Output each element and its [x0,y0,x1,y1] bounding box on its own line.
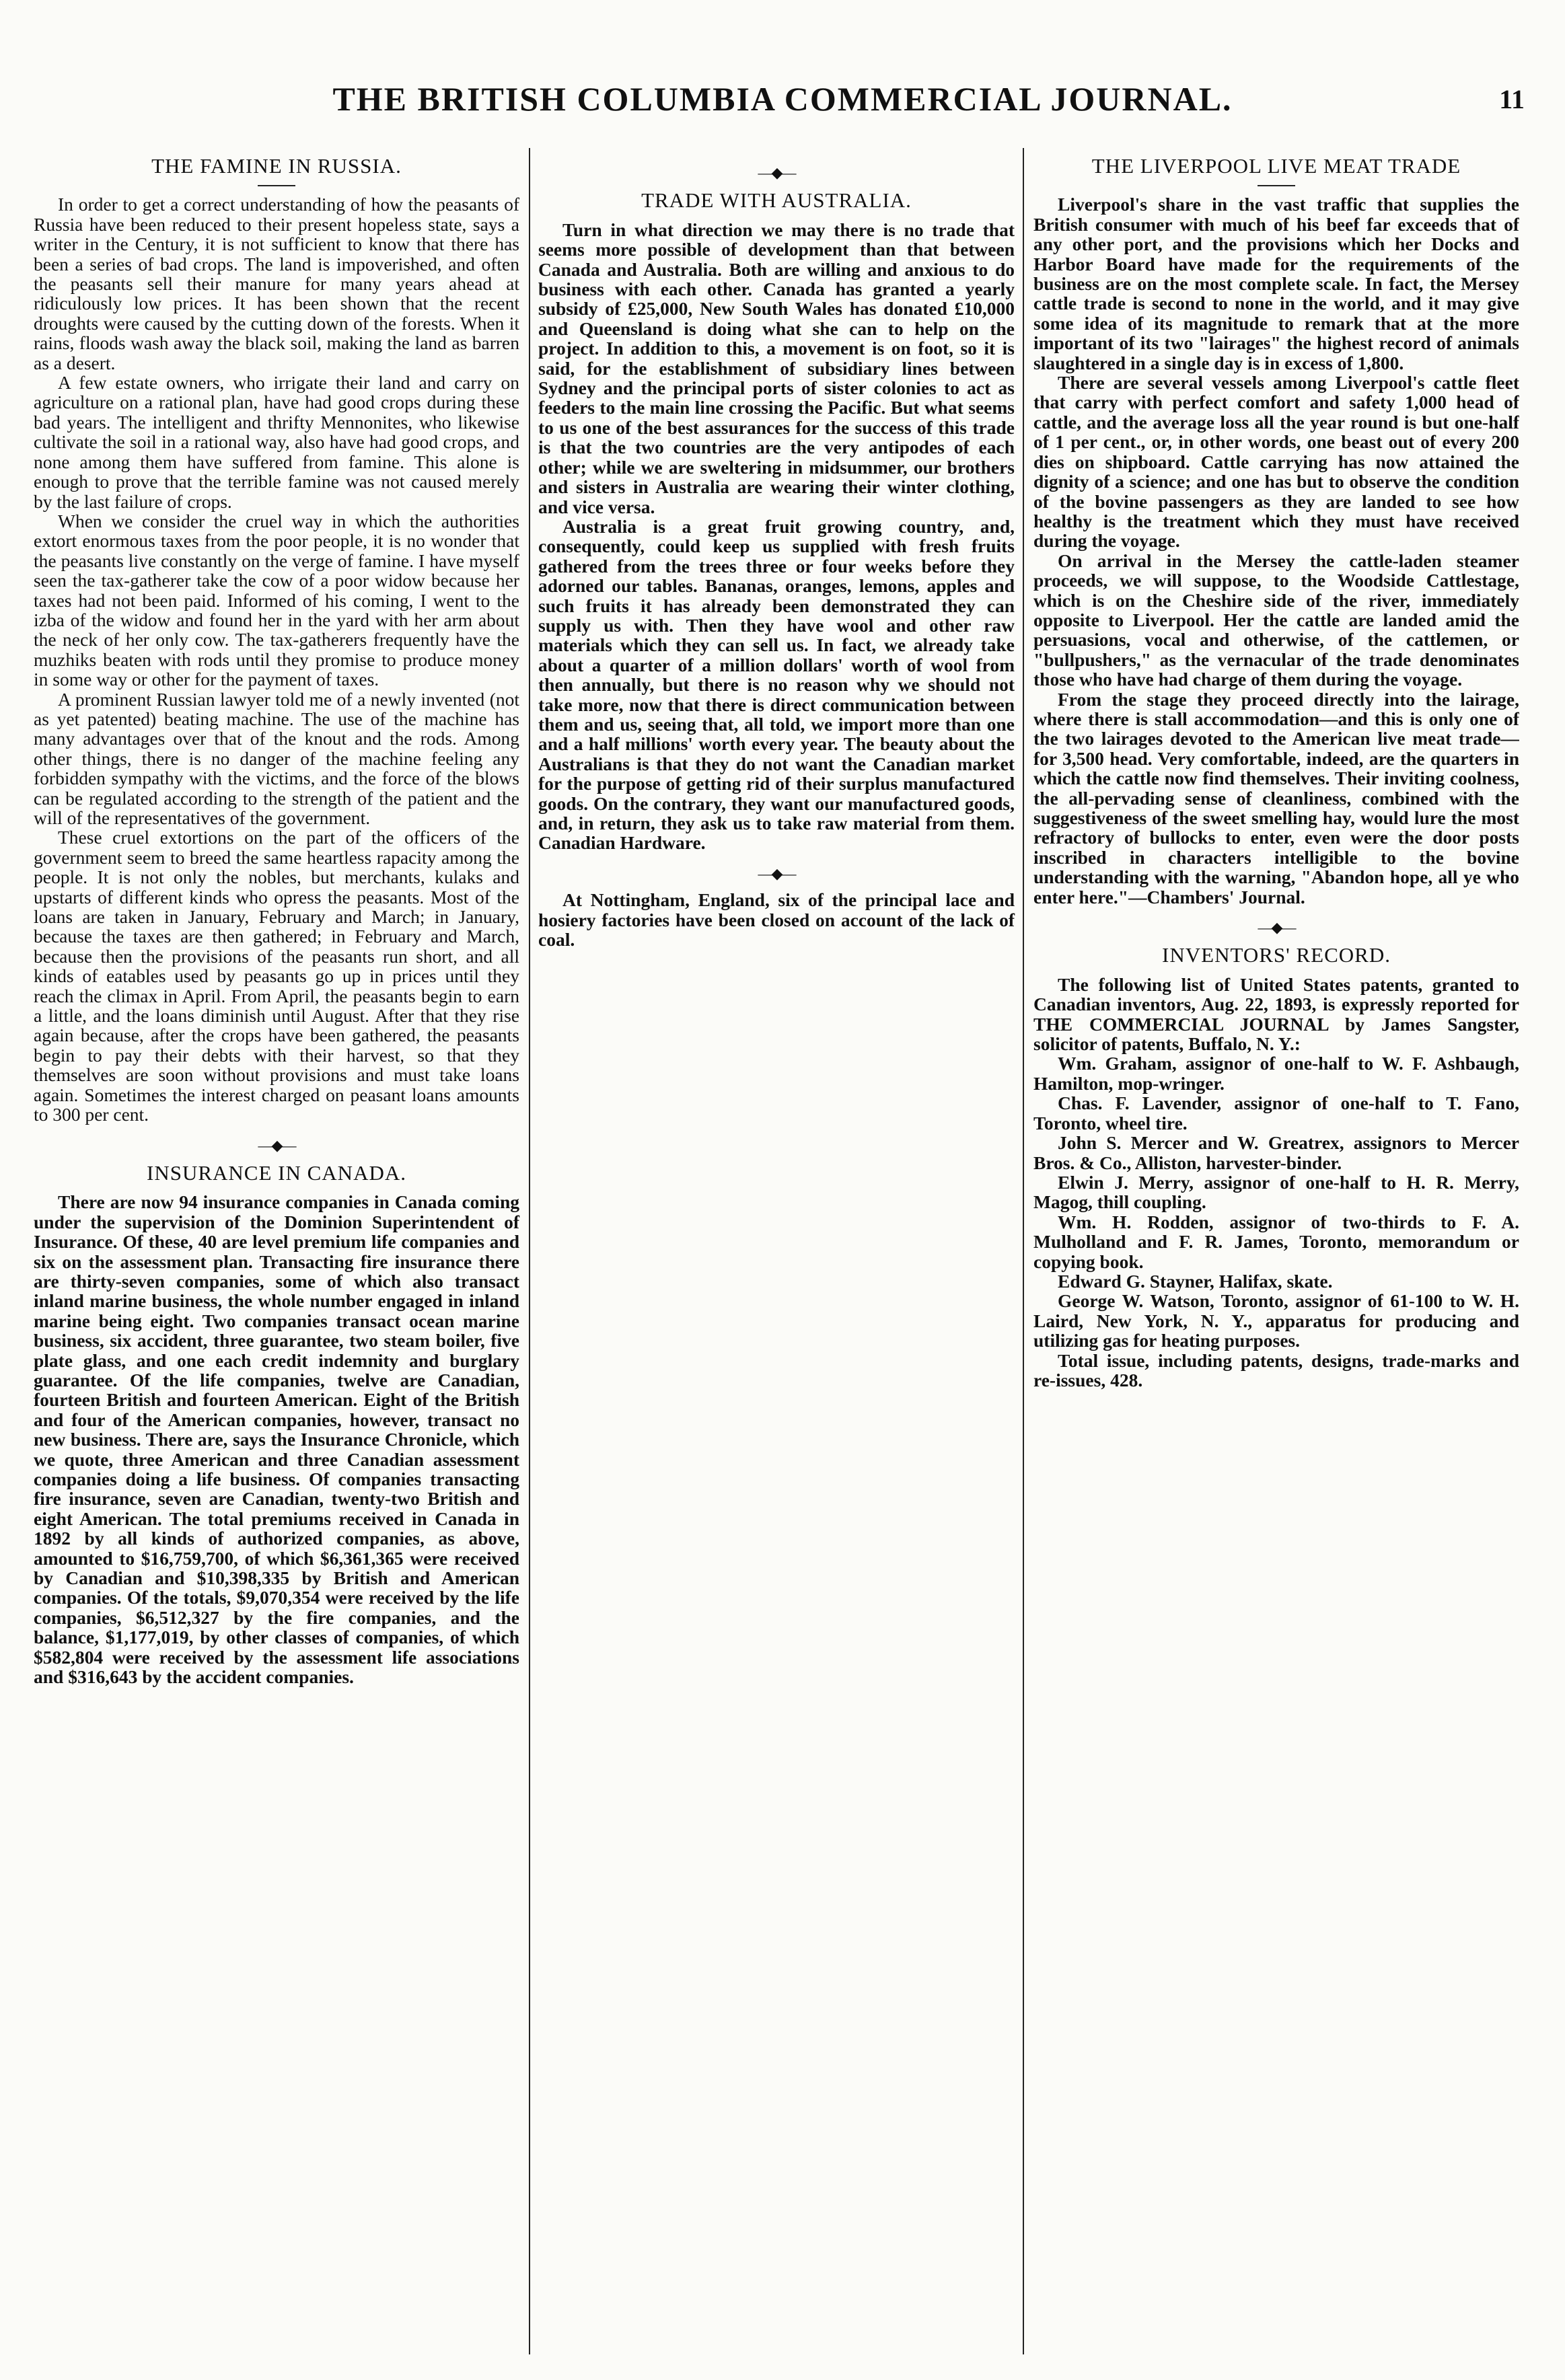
section-ornament: —◆— [758,164,795,181]
famine-paragraph: These cruel extortions on the part of the officers of the government seem to breed the same heartless rapacity among the people. It is not only the nobles, but merchants, kulaks and upstarts of different kinds who opress the peasants. Most of the loans are taken in January, February and March; in January, because the taxes are then gathered; in February and March, because then the provisions of the peasants run short, and all kinds of eatables used by peasants go up in prices until they reach the climax in April. From April, the peasants begin to earn a little, and the loans diminish until August. After that they rise again because, after the crops have been gathered, the peasants begin to pay their debts with their harvest, so that they themselves are soon without provisions and must take loans again. Sometimes the interest charged on peasant loans amounts to 300 per cent. [34,827,519,1125]
liverpool-paragraph: Liverpool's share in the vast traffic that supplies the British consumer with much of his beef far exceeds that of any other port, and the provisions which her Docks and Harbor Board have made for the requirements of the business are on the most complete scale. In fact, the Mersey cattle trade is second to none in the world, and it may give some idea of its magnitude to remark that at the more important of its two "lairages" the highest record of animals slaughtered in a single day is in excess of 1,800. [1033,194,1519,373]
famine-paragraph: A prominent Russian lawyer told me of a newly invented (not as yet patented) beating machine. The use of the machine has many advantages over that of the knout and the rods. Among other things, there is no danger of the machine feeling any forbidden sympathy with the victims, and the force of the blows can be regulated according to the strength of the patient and the will of the representatives of the government. [34,688,519,828]
patent-entry: Wm. H. Rodden, assignor of two-thirds to F. A. Mulholland and F. R. James, Toronto, memorandum or copying book. [1033,1211,1519,1272]
column-middle [529,148,1024,2354]
spacer [538,148,1015,152]
publication-title: THE BRITISH COLUMBIA COMMERCIAL JOURNAL. [332,80,1233,118]
inventors-intro: The following list of United States patents, granted to Canadian inventors, Aug. 22, 1893, is expressly reported for THE COMMERCIAL JOURNAL by James Sangster, solicitor of patents, Buffalo, N. Y.: [1033,973,1519,1055]
liverpool-paragraph: From the stage they proceed directly into the lairage, where there is stall accommodation—and this is only one of the two lairages devoted to the American live meat trade—for 3,500 head. Very comfortable, indeed, are the quarters in which the cattle now find themselves. Their inviting coolness, the all-pervading sense of cleanliness, combined with the suggestiveness of the sweet smelling hay, would lure the most refractory of bullocks to enter, even were the door posts inscribed in characters intelligible to the bovine understanding with the warning, "Abandon hope, all ye who enter here."—Chambers' Journal. [1033,688,1519,907]
famine-paragraph: In order to get a correct understanding of how the peasants of Russia have been reduced to their present hopeless state, says a writer in the Century, it is not sufficient to know that there has been a series of bad crops. The land is impoverished, and often the peasants sell their manure for many years ahead at ridiculously low prices. It has been shown that the recent droughts were caused by the cutting down of the forests. When it rains, floods wash away the black soil, making the land as barren as a desert. [34,194,519,373]
section-ornament: —◆— [758,864,795,882]
nottingham-body [538,890,1015,949]
patent-entry: John S. Mercer and W. Greatrex, assignors to Mercer Bros. & Co., Alliston, harvester-binder. [1033,1132,1519,1173]
title-rule [1258,185,1295,186]
section-ornament: —◆— [1258,919,1295,936]
article-title-insurance: INSURANCE IN CANADA. [147,1160,406,1185]
inventors-body [1033,975,1519,1390]
insurance-paragraph: There are now 94 insurance companies in Canada coming under the supervision of the Dominion Superintendent of Insurance. Of these, 40 are level premium life companies and six on the assessment plan. Transacting fire insurance there are thirty-seven companies, some of which also transact inland marine business, the whole number engaged in inland marine being eight. Two companies transact ocean marine business, six accident, three guarantee, two steam boiler, five plate glass, and one each credit indemnity and burglary guarantee. Of the life companies, twelve are Canadian, fourteen British and fourteen American. Eight of the British and four of the American companies, however, transact no new business. There are, says the Insurance Chronicle, which we quote, three American and three Canadian assessment companies doing a life business. Of companies transacting fire insurance, seven are Canadian, twenty-two British and eight American. The total premiums received in Canada in 1892 by all kinds of authorized companies, as above, amounted to $16,759,700, of which $6,361,365 were received by Canadian and $10,398,335 by British and American companies. Of the totals, $9,070,354 were received by the life companies, $6,512,327 by the fire companies, and the balance, $1,177,019, by other classes of companies, of which $582,804 were received by the assessment life associations and $316,643 by the accident companies. [34,1191,519,1688]
article-title-famine: THE FAMINE IN RUSSIA. [151,154,402,178]
title-rule [258,185,295,186]
patent-entry: Edward G. Stayner, Halifax, skate. [1058,1270,1333,1292]
famine-paragraph: A few estate owners, who irrigate their land and carry on agriculture on a rational plan, have had good crops during these bad years. The intelligent and thrifty Mennonites, who likewise cultivate the soil in a rational way, also have had good crops, and none among them have suffered from famine. This alone is enough to prove that the terrible famine was not caused merely by the last failure of crops. [34,372,519,512]
patent-total: Total issue, including patents, designs, trade-marks and re-issues, 428. [1033,1349,1519,1390]
article-title-trade: TRADE WITH AUSTRALIA. [641,188,912,213]
nottingham-paragraph: At Nottingham, England, six of the principal lace and hosiery factories have been closed on account of the lack of coal. [538,889,1015,951]
insurance-body [34,1192,519,1686]
famine-paragraph: When we consider the cruel way in which the authorities extort enormous taxes from the poor people, it is no wonder that the peasants live constantly on the verge of famine. I have myself seen the tax-gatherer take the cow of a poor widow because her taxes had not been paid. Informed of his coming, I went to the izba of the widow and found her in the yard with her arm about the neck of her only cow. The tax-gatherers frequently have the muzhiks beaten with rods until they promise to produce money in some way or other for the payment of taxes. [34,510,519,690]
liverpool-paragraph: There are several vessels among Liverpool's cattle fleet that carry with perfect comfort and safety 1,000 head of cattle, and the average loss all the year round is but one-half of 1 per cent., or, in other words, one beast out of every 200 dies on shipboard. Cattle carrying has now attained the dignity of a science; and one has but to observe the condition of the bovine passengers as they are landed to see how healthy is the treatment which they must have received during the voyage. [1033,372,1519,552]
patent-entry: Wm. Graham, assignor of one-half to W. F. Ashbaugh, Hamilton, mop-wringer. [1033,1053,1519,1094]
patent-entry: Elwin J. Merry, assignor of one-half to H. R. Merry, Magog, thill coupling. [1033,1171,1519,1213]
column-right [1024,148,1519,2354]
liverpool-paragraph: On arrival in the Mersey the cattle-laden steamer proceeds, we will suppose, to the Woodside Cattlestage, which is on the Cheshire side of the river, immediately opposite to Liverpool. Her the cattle are landed amid the persuasions, vocal and otherwise, of the cattlemen, or "bullpushers," as the vernacular of the trade denominates those who have had charge of them during the voyage. [1033,550,1519,690]
article-title-inventors: INVENTORS' RECORD. [1162,943,1391,967]
trade-body [538,220,1015,853]
masthead [40,79,1525,133]
page-number: 11 [1499,84,1525,114]
trade-paragraph: Turn in what direction we may there is no trade that seems more possible of development than that between Canada and Australia. Both are willing and anxious to do business with each other. Canada has granted a yearly subsidy of £25,000, New South Wales has donated £10,000 and Queensland is doing what she can to help on the project. In addition to this, a movement is on foot, so it is said, for the establishment of subsidiary lines between Sydney and the principal ports of sister colonies to act as feeders to the main line crossing the Pacific. But what seems to us one of the best assurances for the success of this trade is that the two countries are the very antipodes of each other; while we are sweltering in midsummer, our brothers and sisters in Australia are wearing their winter clothing, and vice versa. [538,219,1015,517]
section-ornament: —◆— [258,1136,295,1154]
article-title-liverpool: THE LIVERPOOL LIVE MEAT TRADE [1091,154,1461,178]
column-left [34,148,529,2354]
patent-entry: George W. Watson, Toronto, assignor of 61-100 to W. H. Laird, New York, N. Y., apparatus for producing and utilizing gas for heating purposes. [1033,1290,1519,1351]
liverpool-body [1033,194,1519,907]
patent-entry: Chas. F. Lavender, assignor of one-half to T. Fano, Toronto, wheel tire. [1033,1092,1519,1133]
trade-paragraph: Australia is a great fruit growing country, and, consequently, could keep us supplied with fresh fruits gathered from the trees three or four weeks before they adorned our tables. Bananas, oranges, lemons, apples and such fruits it has already been demonstrated they can supply us with. Then they have wool and other raw materials which they can sell us. In fact, we already take about a quarter of a million dollars' worth of wool from then annually, but there is no reason why we should not take more, now that there is direct communication between them and us, seeing that, all told, we import more than one and a half millions' worth every year. The beauty about the Australians is that they do not want the Canadian market for the purpose of getting rid of their surplus manufactured goods. On the contrary, they want our manufactured goods, and, in return, they ask us to take raw material from them. Canadian Hardware. [538,515,1015,854]
